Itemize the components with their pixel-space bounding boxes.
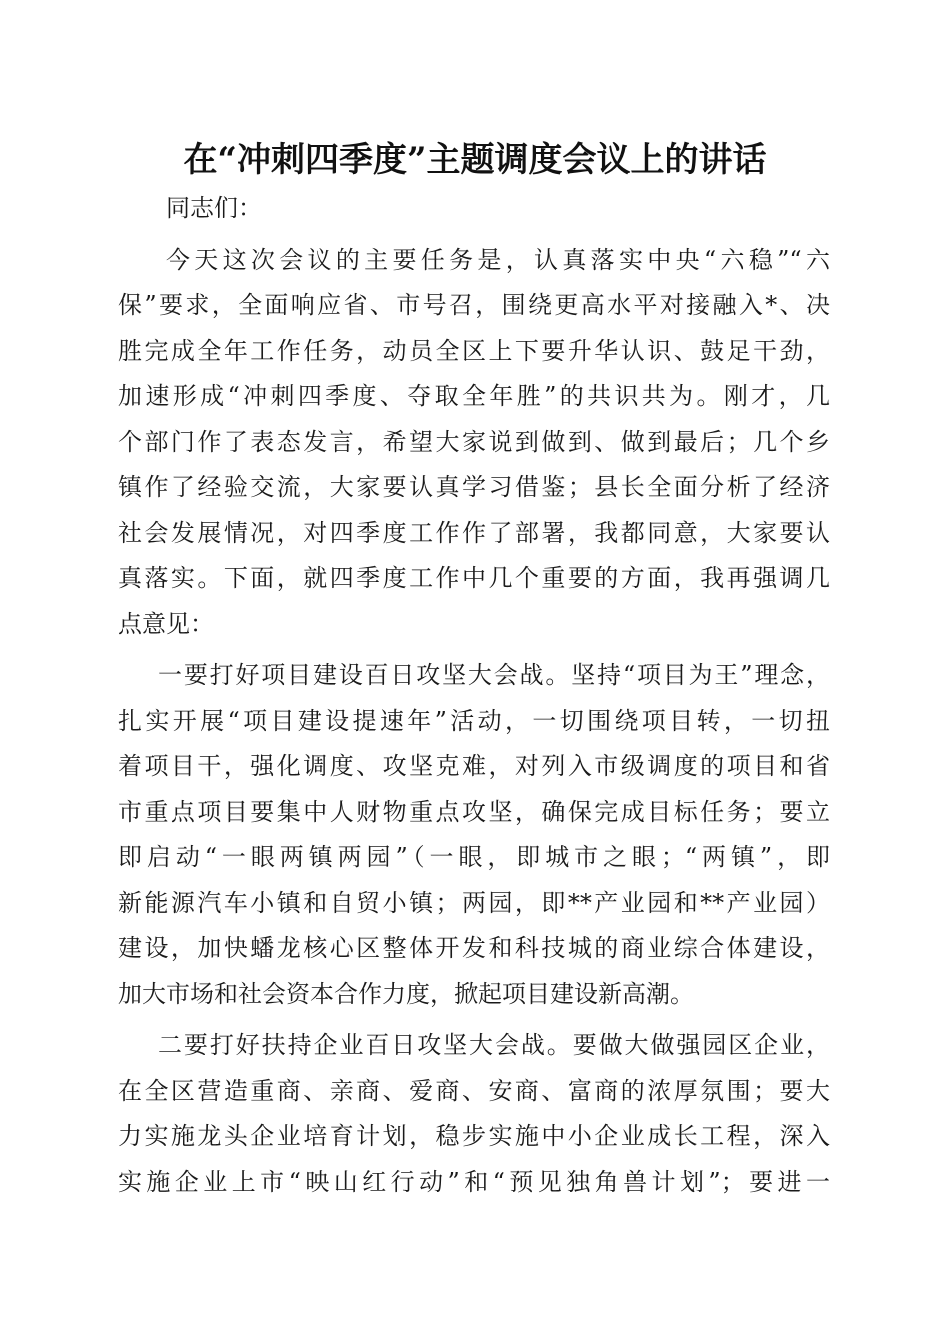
paragraph-line: 保”要求，全面响应省、市号召，围绕更高水平对接融入*、决 <box>118 291 830 319</box>
paragraph-line: 加速形成“冲刺四季度、夺取全年胜”的共识共为。刚才，几 <box>118 382 830 410</box>
paragraph-3 <box>118 1023 830 1205</box>
paragraph-line: 二要打好扶持企业百日攻坚大会战。要做大做强园区企业， <box>158 1031 830 1059</box>
paragraph-line: 镇作了经验交流，大家要认真学习借鉴；县长全面分析了经济 <box>118 473 830 501</box>
paragraph-line: 着项目干，强化调度、攻坚克难，对列入市级调度的项目和省 <box>118 752 830 780</box>
paragraph-line: 市重点项目要集中人财物重点攻坚，确保完成目标任务；要立 <box>118 797 830 826</box>
paragraph-2 <box>118 653 830 1017</box>
document-body <box>118 186 830 1205</box>
paragraph-line: 一要打好项目建设百日攻坚大会战。坚持“项目为王”理念， <box>158 661 830 689</box>
paragraph-line: 扎实开展“项目建设提速年”活动，一切围绕项目转，一切扭 <box>118 706 830 735</box>
paragraph-line: 加大市场和社会资本合作力度，掀起项目建设新高潮。 <box>118 979 694 1008</box>
paragraph-line: 真落实。下面，就四季度工作中几个重要的方面，我再强调几 <box>118 564 830 592</box>
paragraph-line: 今天这次会议的主要任务是，认真落实中央“六稳”“六 <box>166 245 830 274</box>
paragraph-line: 即启动“一眼两镇两园”（一眼，即城市之眼；“两镇”，即 <box>118 843 830 871</box>
paragraph-line: 建设，加快蟠龙核心区整体开发和科技城的商业综合体建设， <box>118 934 830 962</box>
paragraph-line: 实施企业上市“映山红行动”和“预见独角兽计划”；要进一 <box>118 1167 830 1196</box>
salutation <box>118 186 830 232</box>
paragraph-line: 新能源汽车小镇和自贸小镇；两园，即**产业园和**产业园） <box>118 888 830 917</box>
paragraph-line: 社会发展情况，对四季度工作作了部署，我都同意，大家要认 <box>118 518 830 547</box>
paragraph-line: 点意见： <box>118 609 214 638</box>
paragraph-line: 胜完成全年工作任务，动员全区上下要升华认识、鼓足干劲， <box>118 336 830 365</box>
paragraph-line: 在全区营造重商、亲商、爱商、安商、富商的浓厚氛围；要大 <box>118 1076 830 1105</box>
document-title: 在“冲刺四季度”主题调度会议上的讲话 <box>183 140 767 180</box>
paragraph-1 <box>118 238 830 648</box>
paragraph-line: 个部门作了表态发言，希望大家说到做到、做到最后；几个乡 <box>118 427 830 456</box>
paragraph-line: 力实施龙头企业培育计划，稳步实施中小企业成长工程，深入 <box>118 1122 830 1150</box>
salutation-text: 同志们： <box>166 194 262 222</box>
